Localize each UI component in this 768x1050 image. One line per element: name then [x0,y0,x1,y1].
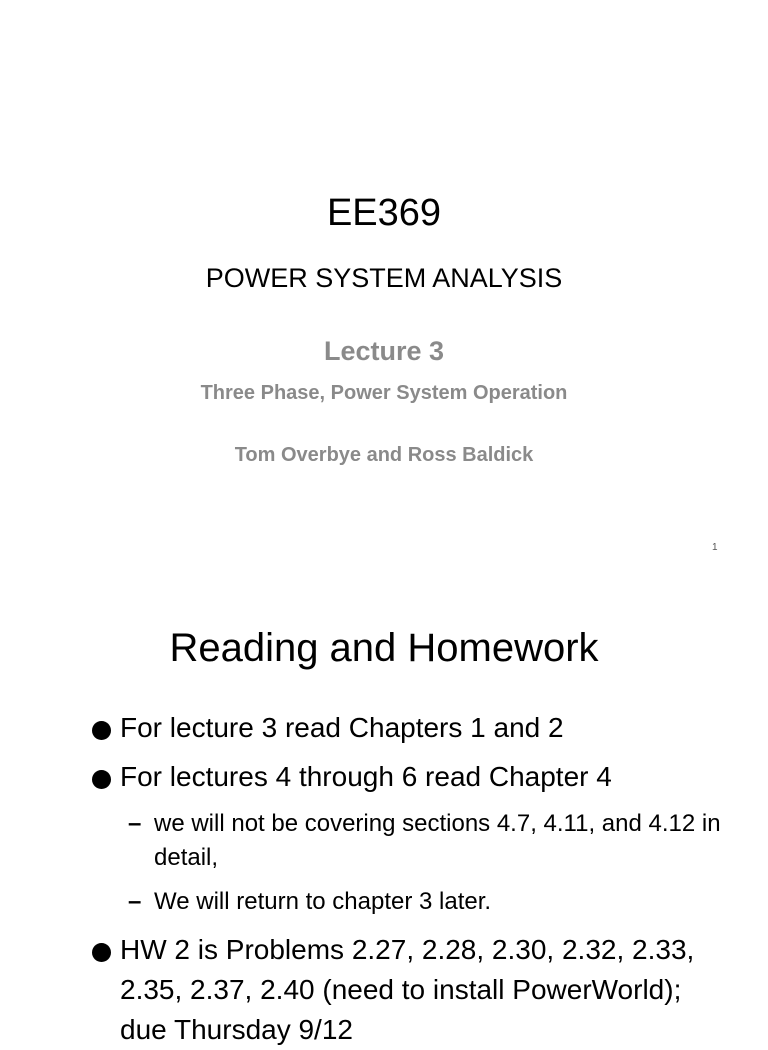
lecture-number: Lecture 3 [323,336,445,366]
bullet-text: For lecture 3 read Chapters 1 and 2 [120,712,564,743]
slide-title: Reading and Homework [169,626,599,670]
page-number: 1 [712,542,718,553]
sub-bullet-item [128,885,728,919]
slide-2 [0,576,768,1045]
bullet-item [92,757,732,797]
sub-bullet-text: We will return to chapter 3 later. [154,888,492,915]
slide-title: EE369 [326,192,442,234]
bullet-dot-icon [92,943,111,962]
dash-icon: – [128,888,142,915]
sub-bullet-text: we will not be covering sections 4.7, 4.11, and 4.12 in detail, [154,810,721,871]
sub-bullet-item [128,807,728,875]
slide-subtitle: POWER SYSTEM ANALYSIS [205,263,563,293]
bullet-text: For lectures 4 through 6 read Chapter 4 [120,761,612,792]
lecture-topic: Three Phase, Power System Operation [200,382,568,404]
bullet-text: HW 2 is Problems 2.27, 2.28, 2.30, 2.32, 2.33, 2.35, 2.37, 2.40 (need to install PowerWorld); due Thursday 9/12 [120,934,695,1045]
bullet-dot-icon [92,770,111,789]
bullet-item [92,930,732,1050]
bullet-dot-icon [92,721,111,740]
authors: Tom Overbye and Ross Baldick [234,444,534,466]
bullet-item [92,708,732,748]
dash-icon: – [128,810,142,837]
